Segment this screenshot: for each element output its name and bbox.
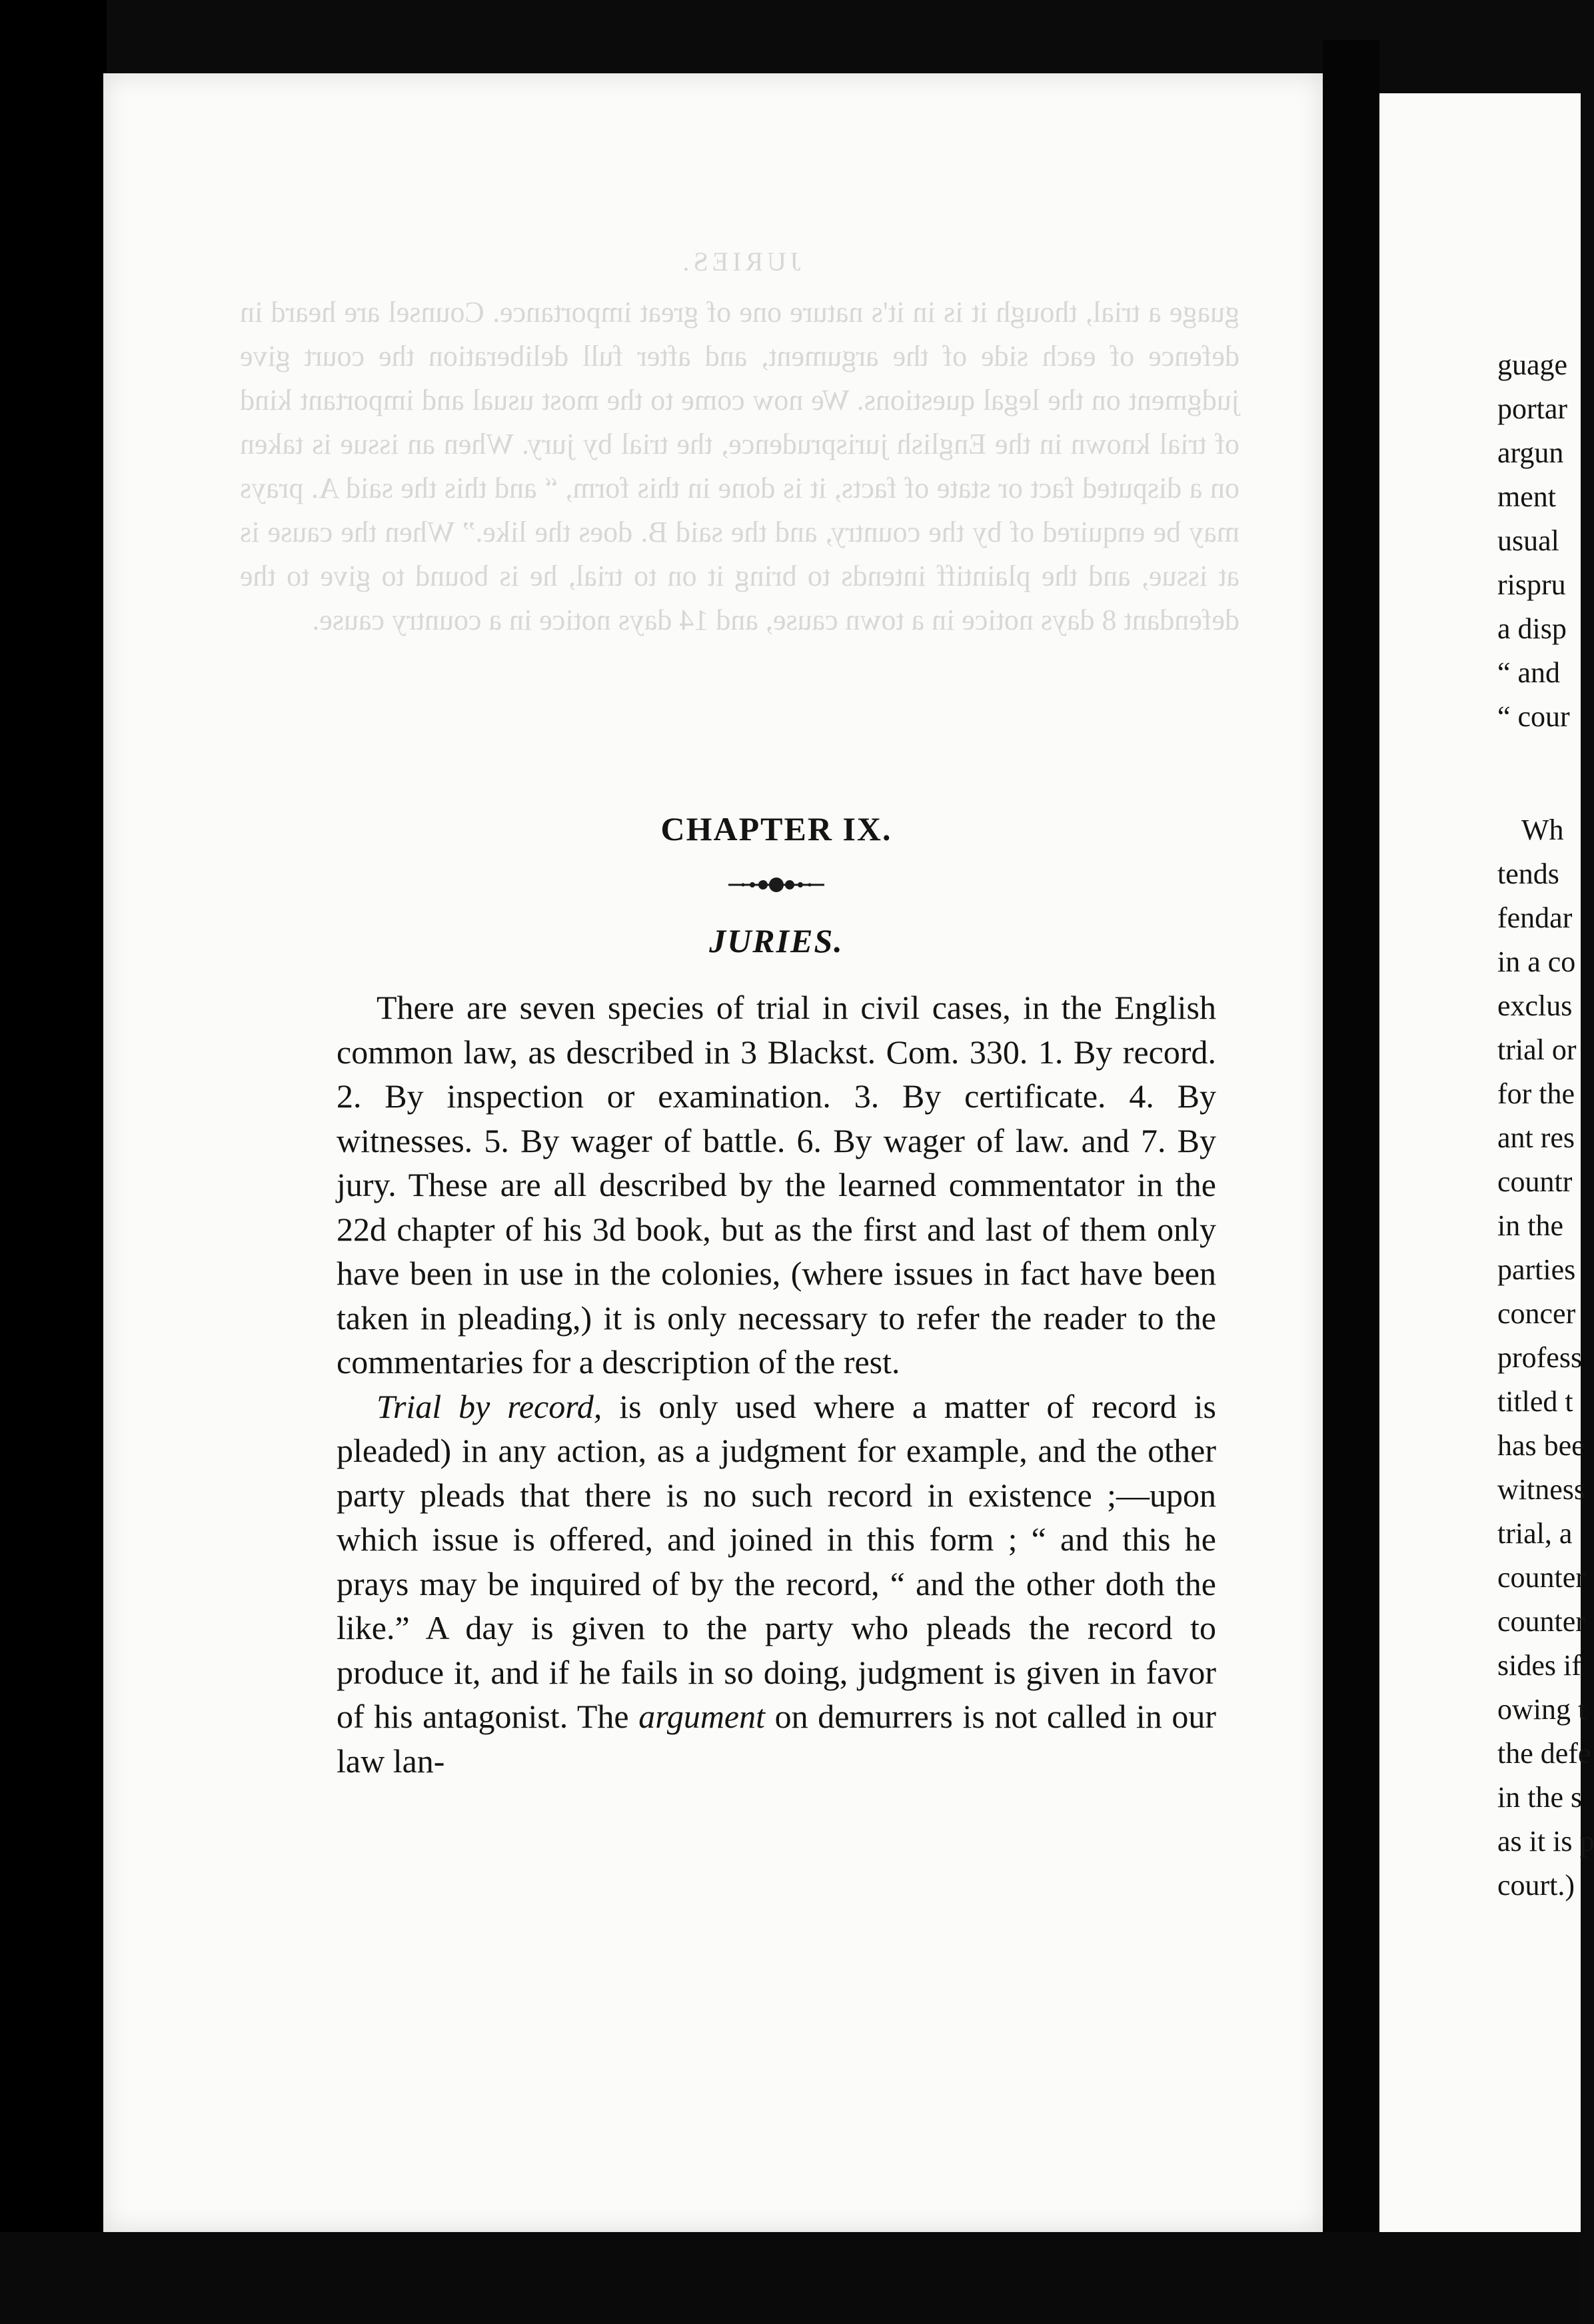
right-line: witness: [1497, 1473, 1585, 1506]
right-line: “ and: [1497, 656, 1561, 689]
right-line: portar: [1497, 392, 1568, 425]
right-line: rispru: [1497, 568, 1566, 601]
right-line: usual: [1497, 524, 1559, 557]
right-line: a disp: [1497, 612, 1567, 645]
right-line: ment: [1497, 480, 1556, 513]
right-line: argun: [1497, 436, 1564, 469]
right-line: titled t: [1497, 1385, 1573, 1418]
scan-bottom-edge: [0, 2232, 1581, 2324]
right-line: in the: [1497, 1209, 1563, 1242]
right-line: Wh: [1521, 814, 1564, 846]
right-line: owing t: [1497, 1693, 1587, 1726]
right-line: sides if: [1497, 1649, 1581, 1682]
scan-left-edge: [0, 0, 107, 2324]
body-paragraph-2: [337, 1385, 1216, 1784]
body-paragraph-1: There are seven species of trial in civil cases, in the English common law, as described in 3 Blackst. Com. 330. 1. By record. 2. By inspection or examination. 3. By certificate. 4. By witnesses. 5. By wager of battle. 6. By wager of law. and 7. By jury. These are all described by the learned commentator in the 22d chapter of his 3d book, but as the first and last of them only have been in use in the colonies, (where issues in fact have been taken in pleading,) it is only necessary to refer the reader to the commentaries for a description of the rest.: [337, 989, 1216, 1381]
section-title: JURIES.: [709, 922, 844, 959]
paragraph-2-text-2: on demurrers is not called in our law lan-: [337, 1698, 1216, 1780]
show-through-header: JURIES.: [678, 247, 801, 277]
right-line: concer: [1497, 1297, 1576, 1330]
right-line: trial, a: [1497, 1517, 1573, 1550]
argument-italic-word: argument: [638, 1698, 766, 1735]
right-line: trial or: [1497, 1033, 1577, 1066]
right-line: for the: [1497, 1077, 1575, 1110]
right-line: “ cour: [1497, 700, 1570, 733]
show-through-paragraph: guage a trial, though it is in it's nature one of great importance. Counsel are heard in defence of each side of the argument, and after full deliberation the court give judgment on the legal questions. We now come to the most usual and important kind of trial known in the English jurisprudence, the trial by jury. When an issue is taken on a disputed fact or state of facts, it is done in this form, “ and this the said A. prays may be enquired of by the country, and the said B. does the like.” When the cause is at issue, and the plaintiff intends to bring it on to trial, he is bound to give to the defendant 8 days notice in a town cause, and 14 days notice in a country cause.: [240, 296, 1239, 636]
page-content: [337, 810, 1216, 1783]
ornament-divider-icon: [723, 875, 830, 895]
right-line: tends: [1497, 858, 1559, 890]
right-line: exclus: [1497, 989, 1573, 1022]
right-line: in the s: [1497, 1781, 1583, 1814]
right-line: as it is p: [1497, 1825, 1594, 1858]
right-line: guage: [1497, 348, 1568, 381]
right-section-gap: [1497, 739, 1581, 808]
book-gutter: [1323, 40, 1379, 2324]
right-line: in a co: [1497, 945, 1576, 978]
right-line: counter: [1497, 1561, 1585, 1594]
right-line: countr: [1497, 1165, 1573, 1198]
right-page-text: [1497, 343, 1594, 1908]
right-line: profess: [1497, 1341, 1583, 1374]
chapter-title: CHAPTER IX.: [660, 810, 892, 848]
right-line: the defe: [1497, 1737, 1591, 1770]
right-line: has bee: [1497, 1429, 1585, 1462]
trial-by-record-lead: Trial by record,: [377, 1387, 602, 1425]
paragraph-2-text-1: is only used where a matter of record is pleaded) in any action, as a judgment for example, and the other party pleads that there is no such record in existence ;—upon which issue is offered, and joined in this form ; “ and this he prays may be inquired of by the record, “ and the other doth the like.” A day is given to the party who pleads the record to produce it, and if he fails in so doing, judgment is given in favor of his antagonist. The: [337, 1387, 1216, 1735]
right-line: court.): [1497, 1869, 1575, 1902]
right-line: ant res: [1497, 1121, 1575, 1154]
right-line: fendar: [1497, 901, 1573, 934]
right-line: counter: [1497, 1605, 1585, 1638]
show-through-text: [240, 240, 1239, 642]
right-line: parties: [1497, 1253, 1576, 1286]
